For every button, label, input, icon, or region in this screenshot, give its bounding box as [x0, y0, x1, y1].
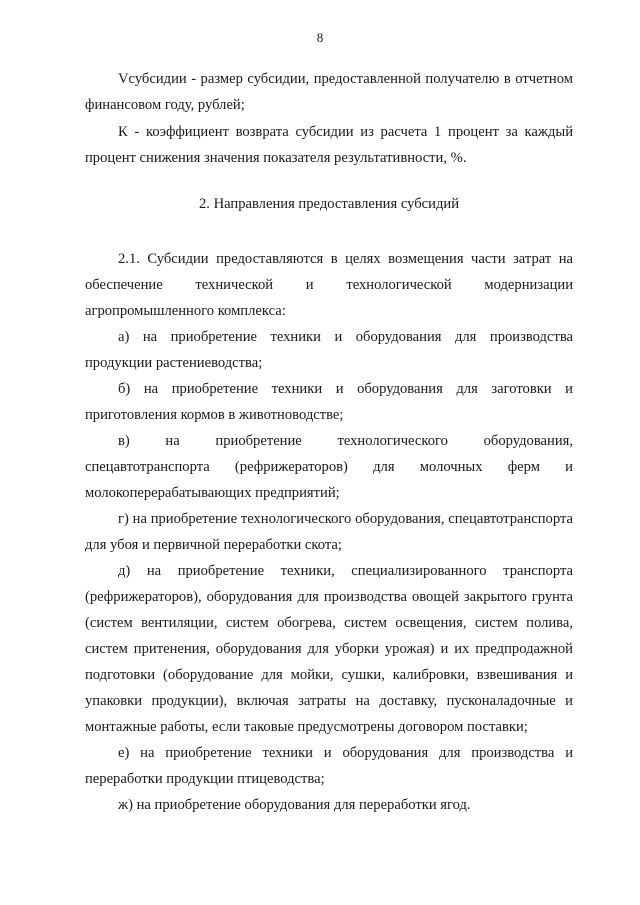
document-body: [85, 66, 573, 818]
list-item-b: б) на приобретение техники и оборудования для заготовки и приготовления кормов в животноводстве;: [85, 381, 573, 423]
list-item-d: д) на приобретение техники, специализированного транспорта (рефрижераторов), оборудования для производства овощей закрытого грунта (систем вентиляции, систем обогрева, систем освещения, систем полива, систем притенения, оборудования для уборки урожая) и их предпродажной подготовки (оборудование для мойки, сушки, калибровки, взвешивания и упаковки продукции), включая затраты на доставку, пусконаладочные и монтажные работы, если таковые предусмотрены договором поставки;: [85, 563, 573, 735]
list-item-g: г) на приобретение технологического оборудования, спецавтотранспорта для убоя и первичной переработки скота;: [85, 511, 573, 553]
list-item-a: а) на приобретение техники и оборудования для производства продукции растениеводства;: [85, 329, 573, 371]
paragraph-2-1: 2.1. Субсидии предоставляются в целях возмещения части затрат на обеспечение технической и технологической модернизации агропромышленного комплекса:: [85, 251, 573, 319]
list-item-zh: ж) на приобретение оборудования для переработки ягод.: [118, 797, 471, 813]
page-number: 8: [316, 30, 324, 45]
section-heading: 2. Направления предоставления субсидий: [198, 196, 459, 212]
paragraph-coefficient: К - коэффициент возврата субсидии из расчета 1 процент за каждый процент снижения значения показателя результативности, %.: [85, 124, 573, 166]
paragraph-subsidy-amount: Vсубсидии - размер субсидии, предоставленной получателю в отчетном финансовом году, рублей;: [85, 71, 573, 113]
list-item-v: в) на приобретение технологического оборудования, спецавтотранспорта (рефрижераторов) для молочных ферм и молокоперерабатывающих предприятий;: [85, 433, 573, 501]
list-item-e: е) на приобретение техники и оборудования для производства и переработки продукции птицеводства;: [85, 745, 573, 787]
